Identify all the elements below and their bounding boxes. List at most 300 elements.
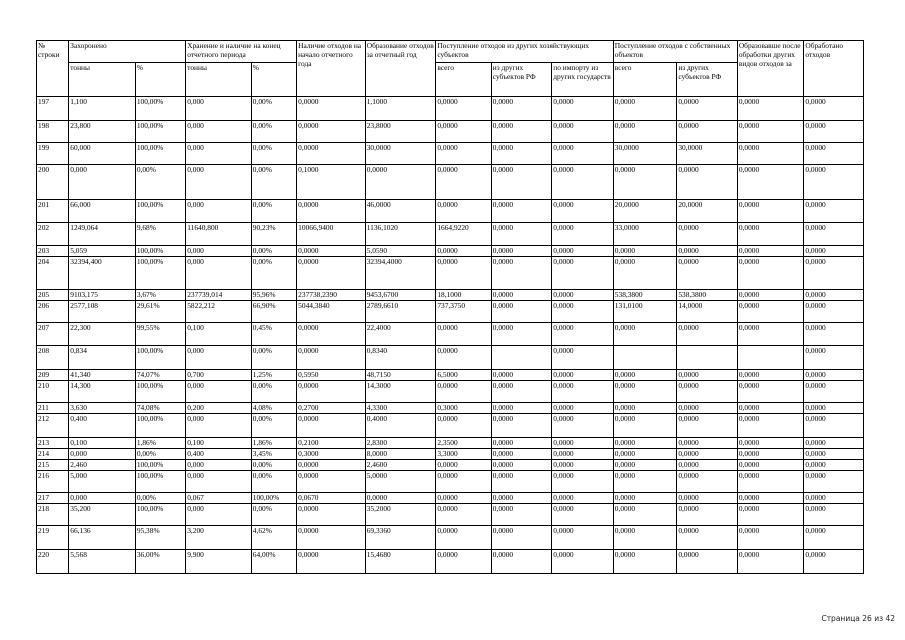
table-cell: 0,834 bbox=[69, 346, 136, 370]
table-cell: 1,86% bbox=[135, 438, 185, 449]
table-row bbox=[37, 493, 864, 504]
table-cell: 0,0000 bbox=[365, 165, 436, 200]
table-cell: 66,136 bbox=[69, 526, 136, 550]
header-receipt-other: Поступление отходов из других хозяйствующих субъектов bbox=[436, 41, 613, 63]
table-cell: 1,25% bbox=[251, 370, 296, 381]
table-cell: 0,0000 bbox=[677, 449, 738, 460]
table-cell: 0,0000 bbox=[552, 381, 614, 403]
table-row bbox=[37, 526, 864, 550]
table-cell: 0,00% bbox=[251, 246, 296, 257]
table-cell: 0,000 bbox=[186, 381, 252, 403]
row-number-cell: 203 bbox=[37, 246, 69, 257]
table-row bbox=[37, 301, 864, 323]
table-cell: 0,0000 bbox=[436, 257, 491, 290]
table-row bbox=[37, 97, 864, 121]
table-cell: 8,0000 bbox=[365, 449, 436, 460]
table-cell: 0,0000 bbox=[297, 414, 366, 438]
table-cell: 0,100 bbox=[69, 438, 136, 449]
table-cell: 10066,9400 bbox=[297, 223, 366, 246]
table-cell: 0,0000 bbox=[737, 504, 804, 526]
table-cell: 20,0000 bbox=[677, 200, 738, 223]
row-number-cell: 220 bbox=[37, 550, 69, 574]
table-row bbox=[37, 471, 864, 493]
table-cell: 0,0000 bbox=[552, 471, 614, 493]
table-cell: 0,000 bbox=[186, 246, 252, 257]
table-cell: 0,0000 bbox=[737, 370, 804, 381]
table-cell: 2,3500 bbox=[436, 438, 491, 449]
table-cell: 64,00% bbox=[251, 550, 296, 574]
table-cell: 0,0000 bbox=[804, 493, 864, 504]
table-cell: 737,3750 bbox=[436, 301, 491, 323]
table-cell: 0,0000 bbox=[297, 246, 366, 257]
table-cell: 66,90% bbox=[251, 301, 296, 323]
table-row bbox=[37, 504, 864, 526]
table-cell: 0,0000 bbox=[804, 121, 864, 143]
table-cell: 0,000 bbox=[186, 165, 252, 200]
table-cell: 0,0000 bbox=[613, 257, 677, 290]
table-cell: 0,0000 bbox=[804, 449, 864, 460]
table-cell: 0,0000 bbox=[737, 460, 804, 471]
table-cell: 3,45% bbox=[251, 449, 296, 460]
table-cell: 0,0000 bbox=[297, 143, 366, 165]
table-cell: 0,0000 bbox=[677, 257, 738, 290]
table-cell: 100,00% bbox=[135, 97, 185, 121]
table-cell: 0,000 bbox=[186, 471, 252, 493]
table-cell: 0,700 bbox=[186, 370, 252, 381]
table-cell: 0,0000 bbox=[613, 381, 677, 403]
table-cell: 100,00% bbox=[251, 493, 296, 504]
table-cell: 0,0000 bbox=[804, 346, 864, 370]
table-cell: 0,0000 bbox=[804, 471, 864, 493]
table-cell: 100,00% bbox=[135, 471, 185, 493]
table-cell: 33,0000 bbox=[613, 223, 677, 246]
table-cell: 0,0000 bbox=[677, 121, 738, 143]
table-cell: 0,0000 bbox=[491, 438, 552, 449]
table-cell: 0,0000 bbox=[677, 223, 738, 246]
table-cell: 0,0000 bbox=[491, 370, 552, 381]
table-cell: 74,08% bbox=[135, 403, 185, 414]
table-cell: 0,0000 bbox=[552, 301, 614, 323]
table-cell: 0,00% bbox=[251, 471, 296, 493]
table-cell: 0,0000 bbox=[436, 381, 491, 403]
row-number-cell: 198 bbox=[37, 121, 69, 143]
table-cell: 0,0000 bbox=[552, 493, 614, 504]
table-cell: 20,0000 bbox=[613, 200, 677, 223]
table-cell: 0,0000 bbox=[436, 246, 491, 257]
table-cell: 0,00% bbox=[251, 504, 296, 526]
table-cell: 0,0000 bbox=[297, 381, 366, 403]
table-cell: 0,0000 bbox=[552, 370, 614, 381]
table-cell: 100,00% bbox=[135, 381, 185, 403]
table-cell: 0,0000 bbox=[737, 97, 804, 121]
table-cell: 5,0000 bbox=[365, 471, 436, 493]
table-cell: 0,0000 bbox=[297, 200, 366, 223]
table-cell: 0,0000 bbox=[613, 414, 677, 438]
table-cell: 0,0000 bbox=[737, 414, 804, 438]
table-cell: 0,8340 bbox=[365, 346, 436, 370]
table-cell: 30,0000 bbox=[365, 143, 436, 165]
table-cell: 0,000 bbox=[186, 504, 252, 526]
subheader-receipt-total: всего bbox=[436, 63, 491, 97]
table-cell: 90,23% bbox=[251, 223, 296, 246]
header-formed-after: Образовавше после обработки других видов отходов за bbox=[737, 41, 804, 97]
table-cell: 0,0000 bbox=[436, 323, 491, 346]
table-cell: 29,61% bbox=[135, 301, 185, 323]
table-cell: 237738,2390 bbox=[297, 290, 366, 301]
table-cell: 2,4600 bbox=[365, 460, 436, 471]
table-cell: 100,00% bbox=[135, 200, 185, 223]
table-cell: 22,300 bbox=[69, 323, 136, 346]
table-cell: 0,0000 bbox=[804, 403, 864, 414]
table-cell bbox=[677, 346, 738, 370]
table-cell: 0,00% bbox=[251, 460, 296, 471]
table-cell: 3,3000 bbox=[436, 449, 491, 460]
table-cell: 0,0000 bbox=[804, 550, 864, 574]
table-cell: 0,0000 bbox=[491, 493, 552, 504]
table-cell: 0,0000 bbox=[613, 449, 677, 460]
table-cell: 0,0000 bbox=[804, 381, 864, 403]
table-cell: 0,0000 bbox=[552, 414, 614, 438]
row-number-cell: 207 bbox=[37, 323, 69, 346]
table-cell: 0,0000 bbox=[804, 526, 864, 550]
table-cell: 0,0000 bbox=[436, 200, 491, 223]
table-cell: 0,0670 bbox=[297, 493, 366, 504]
table-cell: 0,0000 bbox=[737, 438, 804, 449]
table-cell: 4,08% bbox=[251, 403, 296, 414]
table-cell: 2,460 bbox=[69, 460, 136, 471]
table-cell: 41,340 bbox=[69, 370, 136, 381]
table-cell: 0,00% bbox=[251, 143, 296, 165]
table-cell: 0,0000 bbox=[804, 200, 864, 223]
table-cell: 0,0000 bbox=[436, 97, 491, 121]
table-cell: 0,0000 bbox=[677, 370, 738, 381]
table-cell: 1664,9220 bbox=[436, 223, 491, 246]
subheader-from-other-rf: из других субъектов РФ bbox=[491, 63, 552, 97]
table-cell: 0,0000 bbox=[552, 97, 614, 121]
table-cell: 35,2000 bbox=[365, 504, 436, 526]
table-cell: 0,0000 bbox=[491, 290, 552, 301]
table-cell: 0,0000 bbox=[737, 143, 804, 165]
table-cell: 0,0000 bbox=[552, 121, 614, 143]
table-cell: 0,0000 bbox=[613, 550, 677, 574]
table-cell: 0,0000 bbox=[613, 370, 677, 381]
table-cell: 0,00% bbox=[251, 121, 296, 143]
table-cell: 0,0000 bbox=[491, 323, 552, 346]
table-cell: 538,3800 bbox=[677, 290, 738, 301]
table-cell: 0,1000 bbox=[297, 165, 366, 200]
table-cell: 0,100 bbox=[186, 438, 252, 449]
table-cell: 0,400 bbox=[186, 449, 252, 460]
table-cell: 0,0000 bbox=[552, 438, 614, 449]
table-cell: 0,0000 bbox=[552, 346, 614, 370]
table-cell: 5,568 bbox=[69, 550, 136, 574]
table-cell: 0,0000 bbox=[737, 550, 804, 574]
table-row bbox=[37, 165, 864, 200]
table-cell: 0,0000 bbox=[297, 504, 366, 526]
table-cell: 0,2100 bbox=[297, 438, 366, 449]
header-receipt-own: Поступление отходов с собственных объектов bbox=[613, 41, 737, 63]
table-cell: 0,0000 bbox=[677, 526, 738, 550]
table-cell: 0,0000 bbox=[297, 323, 366, 346]
table-cell: 9,900 bbox=[186, 550, 252, 574]
table-cell: 0,0000 bbox=[491, 200, 552, 223]
table-cell: 100,00% bbox=[135, 246, 185, 257]
table-cell: 0,0000 bbox=[737, 223, 804, 246]
table-cell: 0,0000 bbox=[677, 471, 738, 493]
table-cell: 0,0000 bbox=[297, 526, 366, 550]
table-cell: 0,0000 bbox=[297, 460, 366, 471]
row-number-cell: 197 bbox=[37, 97, 69, 121]
table-cell: 0,0000 bbox=[491, 449, 552, 460]
table-cell: 0,0000 bbox=[552, 323, 614, 346]
table-row bbox=[37, 323, 864, 346]
table-cell: 23,800 bbox=[69, 121, 136, 143]
header-buried: Захоронено bbox=[69, 41, 186, 63]
table-cell: 46,0000 bbox=[365, 200, 436, 223]
subheader-buried-tonnes: тонны bbox=[69, 63, 136, 97]
table-cell: 0,000 bbox=[186, 200, 252, 223]
table-cell: 2577,108 bbox=[69, 301, 136, 323]
table-cell: 237739,014 bbox=[186, 290, 252, 301]
table-cell: 0,000 bbox=[186, 97, 252, 121]
table-cell: 0,0000 bbox=[552, 257, 614, 290]
row-number-cell: 205 bbox=[37, 290, 69, 301]
table-cell: 15,4680 bbox=[365, 550, 436, 574]
table-row bbox=[37, 550, 864, 574]
table-cell: 0,0000 bbox=[737, 121, 804, 143]
row-number-cell: 202 bbox=[37, 223, 69, 246]
table-cell: 0,0000 bbox=[804, 97, 864, 121]
table-cell: 0,0000 bbox=[365, 493, 436, 504]
table-cell: 0,0000 bbox=[491, 504, 552, 526]
subheader-storage-percent: % bbox=[251, 63, 296, 97]
table-cell: 1,100 bbox=[69, 97, 136, 121]
table-cell: 0,0000 bbox=[804, 370, 864, 381]
table-cell: 0,4000 bbox=[365, 414, 436, 438]
table-cell: 1,1000 bbox=[365, 97, 436, 121]
table-cell: 30,0000 bbox=[677, 143, 738, 165]
table-cell: 0,0000 bbox=[297, 121, 366, 143]
table-cell: 100,00% bbox=[135, 257, 185, 290]
table-cell: 0,0000 bbox=[552, 200, 614, 223]
table-cell: 9453,6700 bbox=[365, 290, 436, 301]
table-row bbox=[37, 200, 864, 223]
table-cell: 0,0000 bbox=[491, 460, 552, 471]
table-cell: 131,0100 bbox=[613, 301, 677, 323]
table-cell: 0,0000 bbox=[491, 97, 552, 121]
table-cell: 0,0000 bbox=[677, 97, 738, 121]
table-cell: 100,00% bbox=[135, 504, 185, 526]
table-cell: 0,0000 bbox=[436, 526, 491, 550]
table-cell: 0,0000 bbox=[737, 257, 804, 290]
table-cell: 11640,800 bbox=[186, 223, 252, 246]
table-cell: 0,0000 bbox=[552, 504, 614, 526]
table-cell: 0,0000 bbox=[613, 165, 677, 200]
table-cell: 100,00% bbox=[135, 121, 185, 143]
table-cell: 0,0000 bbox=[552, 165, 614, 200]
table-row bbox=[37, 438, 864, 449]
table-cell: 0,0000 bbox=[491, 414, 552, 438]
table-cell: 0,0000 bbox=[737, 200, 804, 223]
table-cell: 0,3000 bbox=[297, 449, 366, 460]
page-number: Страница 26 из 42 bbox=[821, 614, 895, 623]
table-cell: 0,00% bbox=[251, 257, 296, 290]
table-cell: 100,00% bbox=[135, 143, 185, 165]
row-number-cell: 216 bbox=[37, 471, 69, 493]
table-row bbox=[37, 381, 864, 403]
table-cell: 95,96% bbox=[251, 290, 296, 301]
table-cell: 0,0000 bbox=[436, 550, 491, 574]
table-cell: 0,0000 bbox=[677, 165, 738, 200]
table-cell: 0,0000 bbox=[436, 414, 491, 438]
table-cell: 0,0000 bbox=[613, 323, 677, 346]
row-number-cell: 199 bbox=[37, 143, 69, 165]
table-cell: 5822,212 bbox=[186, 301, 252, 323]
table-cell: 0,3000 bbox=[436, 403, 491, 414]
table-cell: 0,0000 bbox=[491, 526, 552, 550]
table-cell: 5,059 bbox=[69, 246, 136, 257]
table-cell: 0,0000 bbox=[491, 223, 552, 246]
table-cell: 0,0000 bbox=[737, 323, 804, 346]
table-cell: 1,86% bbox=[251, 438, 296, 449]
table-cell: 95,38% bbox=[135, 526, 185, 550]
table-cell: 2,8300 bbox=[365, 438, 436, 449]
table-cell: 0,100 bbox=[186, 323, 252, 346]
table-cell: 35,200 bbox=[69, 504, 136, 526]
subheader-buried-percent: % bbox=[135, 63, 185, 97]
waste-report-table bbox=[36, 40, 864, 574]
table-cell: 9,68% bbox=[135, 223, 185, 246]
table-cell: 0,2700 bbox=[297, 403, 366, 414]
row-number-cell: 210 bbox=[37, 381, 69, 403]
table-cell: 0,0000 bbox=[677, 403, 738, 414]
table-cell: 0,0000 bbox=[737, 165, 804, 200]
row-number-cell: 208 bbox=[37, 346, 69, 370]
table-cell: 0,000 bbox=[186, 346, 252, 370]
table-cell: 6,5000 bbox=[436, 370, 491, 381]
table-cell: 100,00% bbox=[135, 414, 185, 438]
table-cell: 0,0000 bbox=[804, 301, 864, 323]
table-cell: 5,000 bbox=[69, 471, 136, 493]
table-cell: 0,0000 bbox=[804, 165, 864, 200]
table-cell: 32394,400 bbox=[69, 257, 136, 290]
table-cell: 0,0000 bbox=[552, 403, 614, 414]
table-cell: 5044,3840 bbox=[297, 301, 366, 323]
table-cell: 0,0000 bbox=[804, 223, 864, 246]
row-number-cell: 209 bbox=[37, 370, 69, 381]
table-cell: 0,0000 bbox=[737, 493, 804, 504]
table-cell: 0,0000 bbox=[737, 471, 804, 493]
table-cell: 32394,4000 bbox=[365, 257, 436, 290]
table-cell: 0,0000 bbox=[436, 460, 491, 471]
table-cell: 0,0000 bbox=[491, 165, 552, 200]
table-row bbox=[37, 403, 864, 414]
table-row bbox=[37, 121, 864, 143]
table-cell: 0,0000 bbox=[677, 438, 738, 449]
table-cell: 0,0000 bbox=[491, 381, 552, 403]
table-cell: 0,0000 bbox=[436, 165, 491, 200]
table-cell: 0,0000 bbox=[677, 504, 738, 526]
table-cell: 48,7150 bbox=[365, 370, 436, 381]
table-cell: 0,0000 bbox=[613, 438, 677, 449]
row-number-cell: 200 bbox=[37, 165, 69, 200]
table-cell: 0,00% bbox=[135, 493, 185, 504]
table-cell: 538,3800 bbox=[613, 290, 677, 301]
table-cell: 0,400 bbox=[69, 414, 136, 438]
table-cell: 0,0000 bbox=[804, 438, 864, 449]
row-number-cell: 201 bbox=[37, 200, 69, 223]
table-cell: 0,0000 bbox=[436, 346, 491, 370]
table-cell: 0,0000 bbox=[552, 526, 614, 550]
table-cell: 0,0000 bbox=[552, 143, 614, 165]
table-row bbox=[37, 246, 864, 257]
header-storage: Хранение и наличие на конец отчетного периода bbox=[186, 41, 297, 63]
table-cell: 0,0000 bbox=[613, 504, 677, 526]
row-number-cell: 213 bbox=[37, 438, 69, 449]
table-cell: 0,0000 bbox=[613, 403, 677, 414]
row-number-cell: 214 bbox=[37, 449, 69, 460]
header-processed: Обработано отходов bbox=[804, 41, 864, 97]
table-cell: 0,0000 bbox=[436, 121, 491, 143]
table-cell: 66,000 bbox=[69, 200, 136, 223]
table-row bbox=[37, 460, 864, 471]
header-formation: Образование отходов за отчетный год bbox=[365, 41, 436, 97]
table-cell: 0,0000 bbox=[737, 290, 804, 301]
table-row bbox=[37, 449, 864, 460]
table-row bbox=[37, 143, 864, 165]
subheader-own-from-other-rf: из других субъектов РФ bbox=[677, 63, 738, 97]
subheader-import: по импорту из других государств bbox=[552, 63, 614, 97]
table-row bbox=[37, 414, 864, 438]
table-cell: 0,00% bbox=[251, 381, 296, 403]
table-cell bbox=[737, 346, 804, 370]
table-cell: 0,000 bbox=[186, 414, 252, 438]
table-cell: 1136,1020 bbox=[365, 223, 436, 246]
table-cell: 0,000 bbox=[69, 449, 136, 460]
table-cell: 36,00% bbox=[135, 550, 185, 574]
table-cell: 0,0000 bbox=[491, 550, 552, 574]
header-row-number: № строки bbox=[37, 41, 69, 97]
table-cell: 14,300 bbox=[69, 381, 136, 403]
table-cell: 22,4000 bbox=[365, 323, 436, 346]
table-cell: 0,0000 bbox=[613, 460, 677, 471]
table-cell: 0,0000 bbox=[677, 460, 738, 471]
table-row bbox=[37, 257, 864, 290]
table-cell: 0,0000 bbox=[613, 97, 677, 121]
table-cell: 0,0000 bbox=[613, 121, 677, 143]
table-cell: 0,0000 bbox=[552, 460, 614, 471]
table-cell: 100,00% bbox=[135, 346, 185, 370]
table-cell: 99,55% bbox=[135, 323, 185, 346]
table-cell: 1249,064 bbox=[69, 223, 136, 246]
row-number-cell: 215 bbox=[37, 460, 69, 471]
table-cell: 0,0000 bbox=[677, 246, 738, 257]
table-cell: 5,0590 bbox=[365, 246, 436, 257]
table-cell: 0,0000 bbox=[804, 246, 864, 257]
table-cell: 0,000 bbox=[186, 121, 252, 143]
table-cell: 0,00% bbox=[135, 165, 185, 200]
table-cell: 0,0000 bbox=[804, 143, 864, 165]
table-cell: 0,0000 bbox=[677, 323, 738, 346]
table-cell: 3,200 bbox=[186, 526, 252, 550]
table-cell: 0,0000 bbox=[737, 403, 804, 414]
row-number-cell: 204 bbox=[37, 257, 69, 290]
table-cell: 0,0000 bbox=[613, 526, 677, 550]
table-cell: 0,0000 bbox=[737, 526, 804, 550]
table-cell: 0,0000 bbox=[737, 449, 804, 460]
table-cell: 0,0000 bbox=[297, 346, 366, 370]
table-cell: 0,00% bbox=[251, 414, 296, 438]
